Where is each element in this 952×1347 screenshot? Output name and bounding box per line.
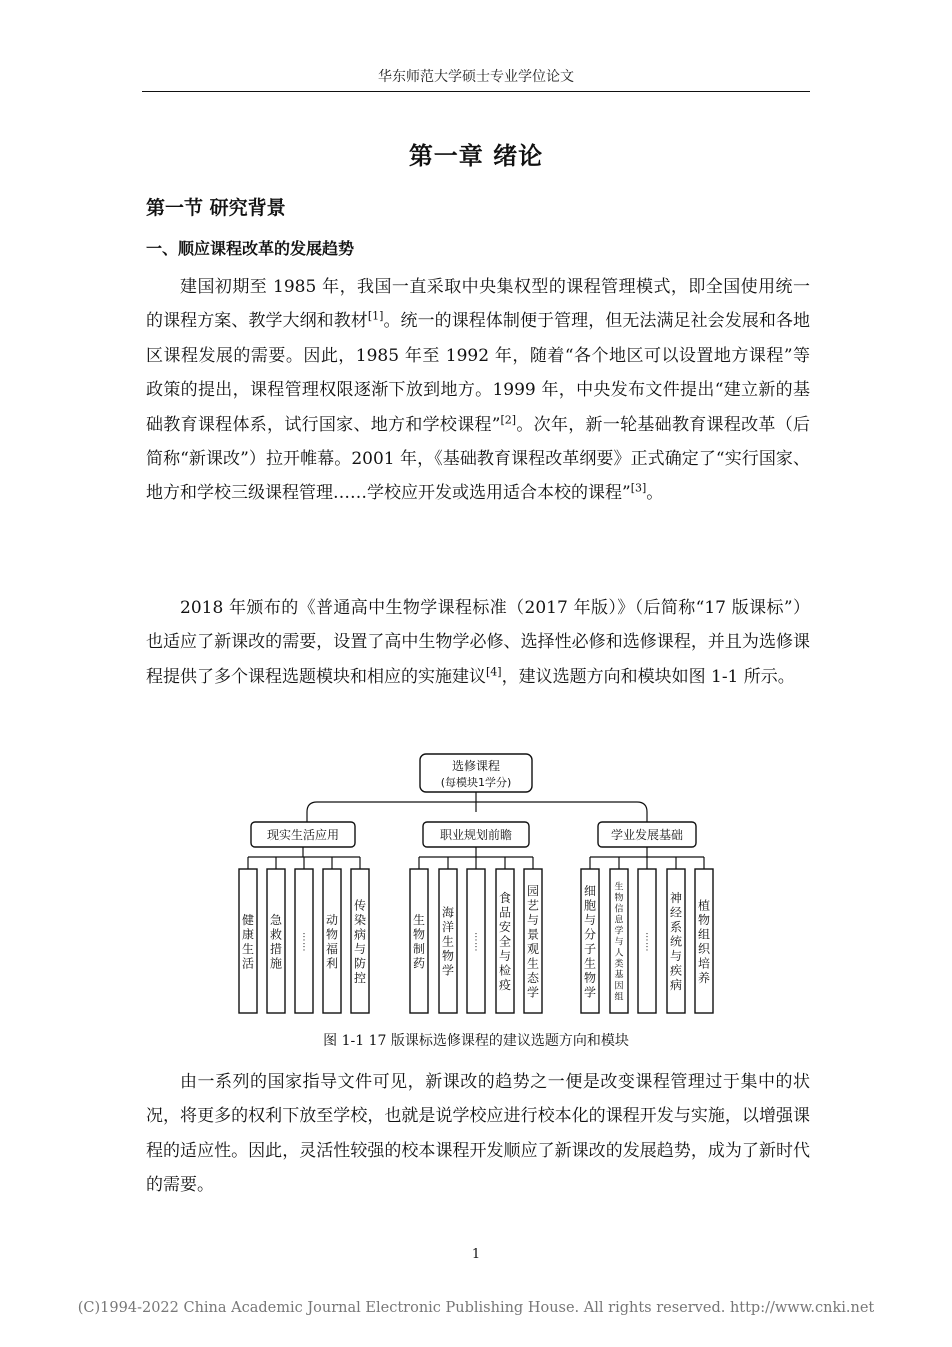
paragraph-1-text-b: 。统一的课程体制便于管理，但无法满足社会发展和各地区课程发展的需要。因此，1985 年至 1992 年，随着“各个地区可以设置地方课程”等政策的提出，课程管理权限逐渐下放到地方。1999 年，中央发布文件提出“建立新的基础教育课程体系，试行国家、地方和学校课程” (146, 311, 811, 435)
module-box (638, 869, 656, 1013)
module-label: 健康生活 (241, 912, 255, 971)
module-box (267, 869, 285, 1013)
paragraph-3: 由一系列的国家指导文件可见，新课改的趋势之一便是改变课程管理过于集中的状况，将更多的权利下放至学校，也就是说学校应进行校本化的课程开发与实施，以增强课程的适应性。因此，灵活性较强的校本课程开发顺应了新课改的发展趋势，成为了新时代的需要。 (146, 1072, 810, 1196)
module-label: 传染病与防控 (353, 898, 367, 985)
subsection-title: 一、顺应课程改革的发展趋势 (146, 239, 355, 258)
group-node-label: 职业规划前瞻 (439, 828, 513, 842)
group-node-label: 学业发展基础 (610, 828, 684, 842)
figure-caption: 图 1-1 17 版课标选修课程的建议选题方向和模块 (323, 1033, 629, 1049)
module-box (610, 869, 628, 1013)
paragraph-2-text-b: ，建议选题方向和模块如图 1-1 所示。 (501, 666, 795, 687)
module-label: ⋮ ⋮ (471, 932, 481, 953)
module-label: 植物组织培养 (697, 898, 711, 985)
module-label: 食品安全与检疫 (498, 891, 512, 993)
running-header: 华东师范大学硕士专业学位论文 (378, 69, 574, 85)
paragraph-1-text-d: 。 (646, 483, 664, 504)
module-label: 海洋生物学 (441, 905, 455, 978)
module-box (524, 869, 542, 1013)
paragraph-2 (146, 591, 810, 694)
module-label: 生物制药 (412, 912, 426, 971)
module-box (295, 869, 313, 1013)
module-box (323, 869, 341, 1013)
module-box (496, 869, 514, 1013)
module-box (581, 869, 599, 1013)
paragraph-1-text-c: 。次年，新一轮基础教育课程改革（后简称“新课改”）拉开帷幕。2001 年，《基础教育课程改革纲要》正式确定了“实行国家、地方和学校三级课程管理……学校应开发或选用适合本校的课程” (146, 414, 810, 504)
chapter-title: 第一章 绪论 (408, 142, 544, 170)
section-title: 第一节 研究背景 (146, 197, 286, 219)
module-label: 园艺与景观生态学 (526, 883, 540, 1000)
module-box (695, 869, 713, 1013)
module-box (410, 869, 428, 1013)
copyright-footer: (C)1994-2022 China Academic Journal Electronic Publishing House. All rights reserved. http://www.cnki.net (77, 1300, 875, 1316)
citation-4[interactable]: [4] (486, 665, 502, 679)
header-rule (142, 91, 810, 92)
module-label: 生物信息学与人类基因组 (614, 882, 624, 1003)
module-box (467, 869, 485, 1013)
module-box (239, 869, 257, 1013)
figure-1-1 (235, 750, 717, 1018)
module-label: 细胞与分子生物学 (583, 883, 597, 1000)
page-number: 1 (471, 1247, 481, 1262)
module-label: 神经系统与疾病 (669, 891, 683, 993)
root-node (420, 754, 532, 792)
module-box (351, 869, 369, 1013)
course-tree-diagram (235, 750, 717, 1018)
module-label: 急救措施 (269, 912, 283, 971)
root-node-title: 选修课程 (451, 759, 501, 773)
citation-1[interactable]: [1] (367, 309, 384, 323)
module-box (667, 869, 685, 1013)
root-node-subtitle: (每模块1学分) (440, 776, 512, 789)
module-box (439, 869, 457, 1013)
module-label: ⋮ ⋮ (299, 932, 309, 953)
paragraph-1 (146, 270, 810, 511)
paragraph-2-text-a: 2018 年颁布的《普通高中生物学课程标准（2017 年版）》（后简称“17 版课标”）也适应了新课改的需要，设置了高中生物学必修、选择性必修和选修课程，并且为选修课程提供了多个课程选题模块和相应的实施建议 (146, 598, 810, 687)
module-label: 动物福利 (325, 912, 339, 971)
module-label: ⋮ ⋮ (642, 932, 652, 953)
paragraph-1-text-a: 建国初期至 1985 年，我国一直采取中央集权型的课程管理模式，即全国使用统一的课程方案、教学大纲和教材 (146, 277, 810, 332)
citation-3[interactable]: [3] (630, 481, 647, 495)
group-node-2 (423, 822, 529, 847)
group-node-label: 现实生活应用 (266, 828, 340, 842)
citation-2[interactable]: [2] (500, 412, 517, 426)
group-node-3 (598, 822, 696, 847)
group-node-1 (251, 822, 355, 847)
